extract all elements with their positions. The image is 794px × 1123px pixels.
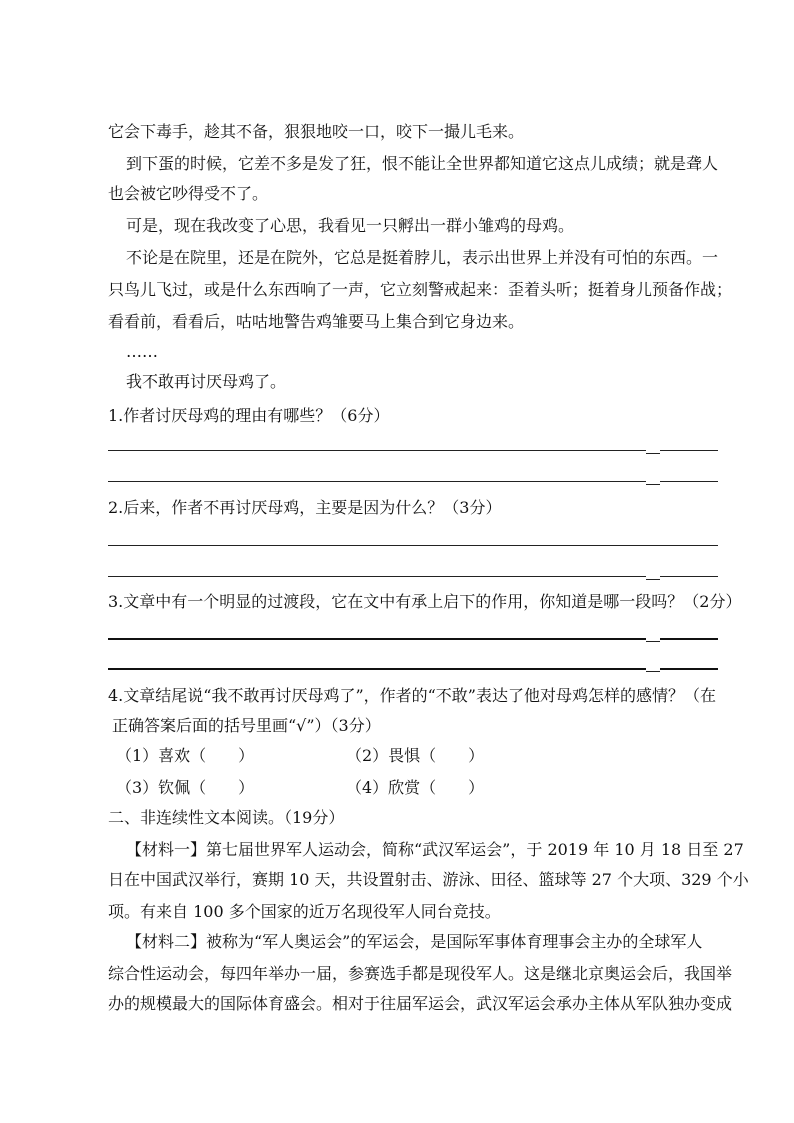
passage-line-5: 不论是在院里，还是在院外，它总是挺着脖儿，表示出世界上并没有可怕的东西。一 <box>126 248 719 267</box>
material-line-5: 综合性运动会，每四年举办一届，参赛选手都是现役军人。这是继北京奥运会后，我国举 <box>108 964 733 983</box>
passage-ellipsis: …… <box>126 342 158 361</box>
answer-line[interactable] <box>108 638 718 640</box>
answer-line[interactable] <box>108 545 718 546</box>
option-4[interactable]: （4）欣赏（ ） <box>346 778 485 797</box>
option-3[interactable]: （3）钦佩（ ） <box>116 778 255 797</box>
passage-line-1: 它会下毒手，趁其不备，狠狠地咬一口，咬下一撮儿毛来。 <box>108 122 525 141</box>
answer-line[interactable] <box>108 481 718 482</box>
option-1[interactable]: （1）喜欢（ ） <box>116 746 255 765</box>
question-4-line-2: 正确答案后面的括号里画“√”）（3分） <box>112 716 381 735</box>
material-line-4: 【材料二】被称为“军人奥运会”的军运会，是国际军事体育理事会主办的全球军人 <box>126 932 703 951</box>
material-line-6: 办的规模最大的国际体育盛会。相对于往届军运会，武汉军运会承办主体从军队独办变成 <box>108 994 733 1013</box>
passage-line-7: 看看前，看看后，咕咕地警告鸡雏要马上集合到它身边来。 <box>108 312 525 331</box>
material-line-2: 日在中国武汉举行，赛期 10 天，共设置射击、游泳、田径、篮球等 27 个大项、329 个小 <box>108 870 749 889</box>
passage-line-6: 只鸟儿飞过，或是什么东西响了一声，它立刻警戒起来：歪着头听；挺着身儿预备作战； <box>108 280 733 299</box>
passage-line-4: 可是，现在我改变了心思，我看见一只孵出一群小雏鸡的母鸡。 <box>126 216 575 235</box>
material-line-1: 【材料一】第七届世界军人运动会，简称“武汉军运会”，于 2019 年 10 月 18 日至 27 <box>126 840 744 859</box>
question-1: 1.作者讨厌母鸡的理由有哪些？（6分） <box>108 406 390 425</box>
passage-line-9: 我不敢再讨厌母鸡了。 <box>126 372 287 391</box>
answer-line[interactable] <box>108 450 718 451</box>
question-4: 4.文章结尾说“我不敢再讨厌母鸡了”，作者的“不敢”表达了他对母鸡怎样的感情？（在 <box>108 686 716 705</box>
question-3: 3.文章中有一个明显的过渡段，它在文中有承上启下的作用，你知道是哪一段吗？（2分） <box>108 592 742 611</box>
section-2-heading: 二、非连续性文本阅读。（19分） <box>108 808 345 827</box>
option-2[interactable]: （2）畏惧（ ） <box>346 746 485 765</box>
material-line-3: 项。有来自 100 多个国家的近万名现役军人同台竞技。 <box>108 902 501 921</box>
passage-line-2: 到下蛋的时候，它差不多是发了狂，恨不能让全世界都知道它这点儿成绩；就是聋人 <box>126 154 719 173</box>
passage-line-3: 也会被它吵得受不了。 <box>108 184 269 203</box>
answer-line[interactable] <box>108 668 718 670</box>
question-2: 2.后来，作者不再讨厌母鸡，主要是因为什么？（3分） <box>108 498 502 517</box>
answer-line[interactable] <box>108 576 718 577</box>
